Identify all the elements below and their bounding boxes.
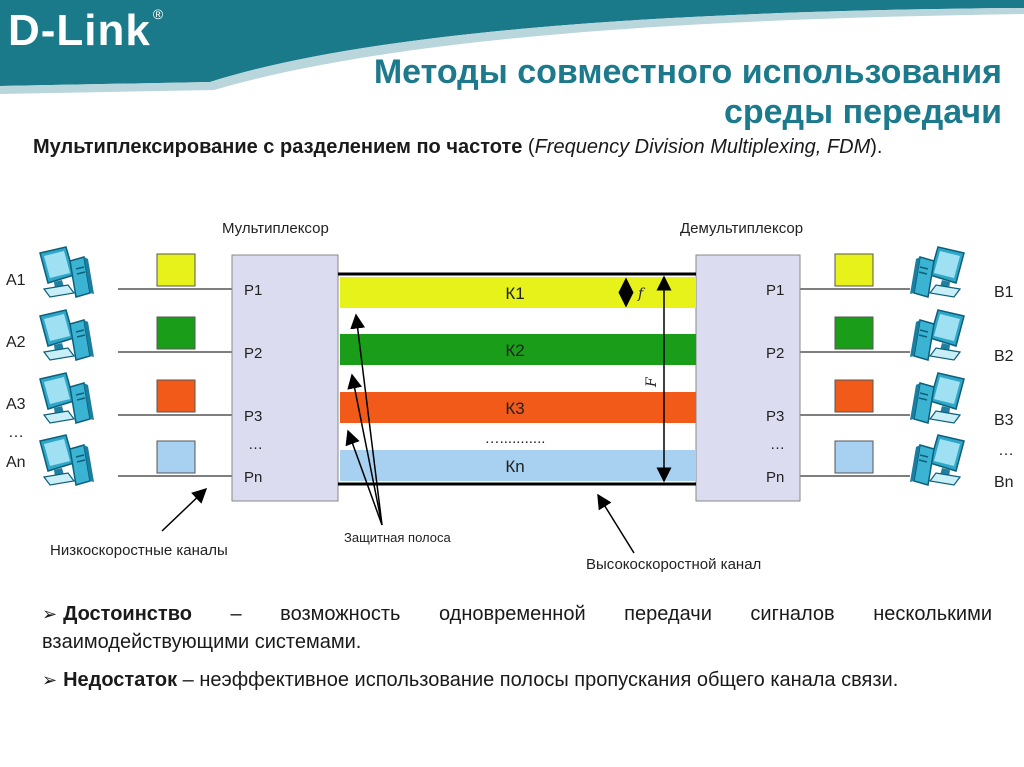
channel-square-n: [157, 441, 195, 473]
right-channels: [800, 254, 910, 476]
high-speed-label: Высокоскоростной канал: [586, 556, 762, 573]
computer-an-icon: [40, 435, 94, 485]
station-b1: B1: [994, 284, 1014, 301]
bullet-arrow-icon: ➢: [42, 604, 58, 624]
station-ellipsis-left: …: [8, 424, 24, 441]
demux-port-2: P2: [766, 345, 785, 362]
fdm-diagram: [0, 205, 1024, 585]
guard-band-label: Защитная полоса: [344, 530, 451, 545]
low-speed-label: Низкоскоростные каналы: [50, 542, 228, 559]
channel-square-bn: [835, 441, 873, 473]
station-an: An: [6, 454, 26, 471]
channel-square-b2: [835, 317, 873, 349]
bullet-arrow-icon: ➢: [42, 670, 58, 690]
computer-bn-icon: [910, 435, 964, 485]
band-k3-label: К3: [505, 399, 525, 418]
demultiplexer-box: [696, 255, 800, 501]
band-k2-label: К2: [505, 341, 525, 360]
mux-port-2: P2: [244, 345, 263, 362]
demux-label: Демультиплексор: [680, 220, 804, 237]
f-small-label: f: [638, 286, 644, 302]
channel-square-2: [157, 317, 195, 349]
computer-a3-icon: [40, 373, 94, 423]
left-channels: [118, 254, 232, 476]
page-title: Методы совместного использования среды передачи: [373, 53, 1002, 131]
intro-text: Мультиплексирование с разделением по частоте (Frequency Division Multiplexing, FDM).: [33, 136, 883, 158]
demux-port-3: P3: [766, 408, 785, 425]
mux-port-n: Pn: [244, 469, 263, 486]
bullet-disadvantage: ➢ Недостаток – неэффективное использование полосы пропускания общего канала связи.: [42, 669, 899, 691]
computer-a1-icon: [40, 247, 94, 297]
demux-port-n: Pn: [766, 469, 785, 486]
mux-port-1: P1: [244, 282, 263, 299]
band-kn-label: Кn: [505, 457, 525, 476]
station-a3: A3: [6, 396, 26, 413]
channel-square-b1: [835, 254, 873, 286]
channel-square-b3: [835, 380, 873, 412]
mux-port-ellipsis: …: [248, 436, 263, 453]
station-ellipsis-right: …: [998, 442, 1014, 459]
station-b2: B2: [994, 348, 1014, 365]
band-k1-label: К1: [505, 284, 525, 303]
f-big-label: F: [644, 377, 660, 387]
station-bn: Bn: [994, 474, 1014, 491]
computer-b1-icon: [910, 247, 964, 297]
computer-b2-icon: [910, 310, 964, 360]
mux-port-3: P3: [244, 408, 263, 425]
bullet-list: [42, 600, 992, 704]
channel-square-1: [157, 254, 195, 286]
computer-b3-icon: [910, 373, 964, 423]
station-a1: A1: [6, 272, 26, 289]
demux-port-ellipsis: …: [770, 436, 785, 453]
computer-a2-icon: [40, 310, 94, 360]
channel-square-3: [157, 380, 195, 412]
d-link-logo: D-Link ®: [8, 6, 165, 55]
band-dots: …...........: [484, 430, 546, 447]
station-a2: A2: [6, 334, 26, 351]
bullet-advantage: ➢ Достоинство – возможность одновременной передачи сигналов несколькими взаимодействующими системами.: [42, 603, 992, 653]
mux-label: Мультиплексор: [222, 220, 329, 237]
station-b3: B3: [994, 412, 1014, 429]
demux-port-1: P1: [766, 282, 785, 299]
